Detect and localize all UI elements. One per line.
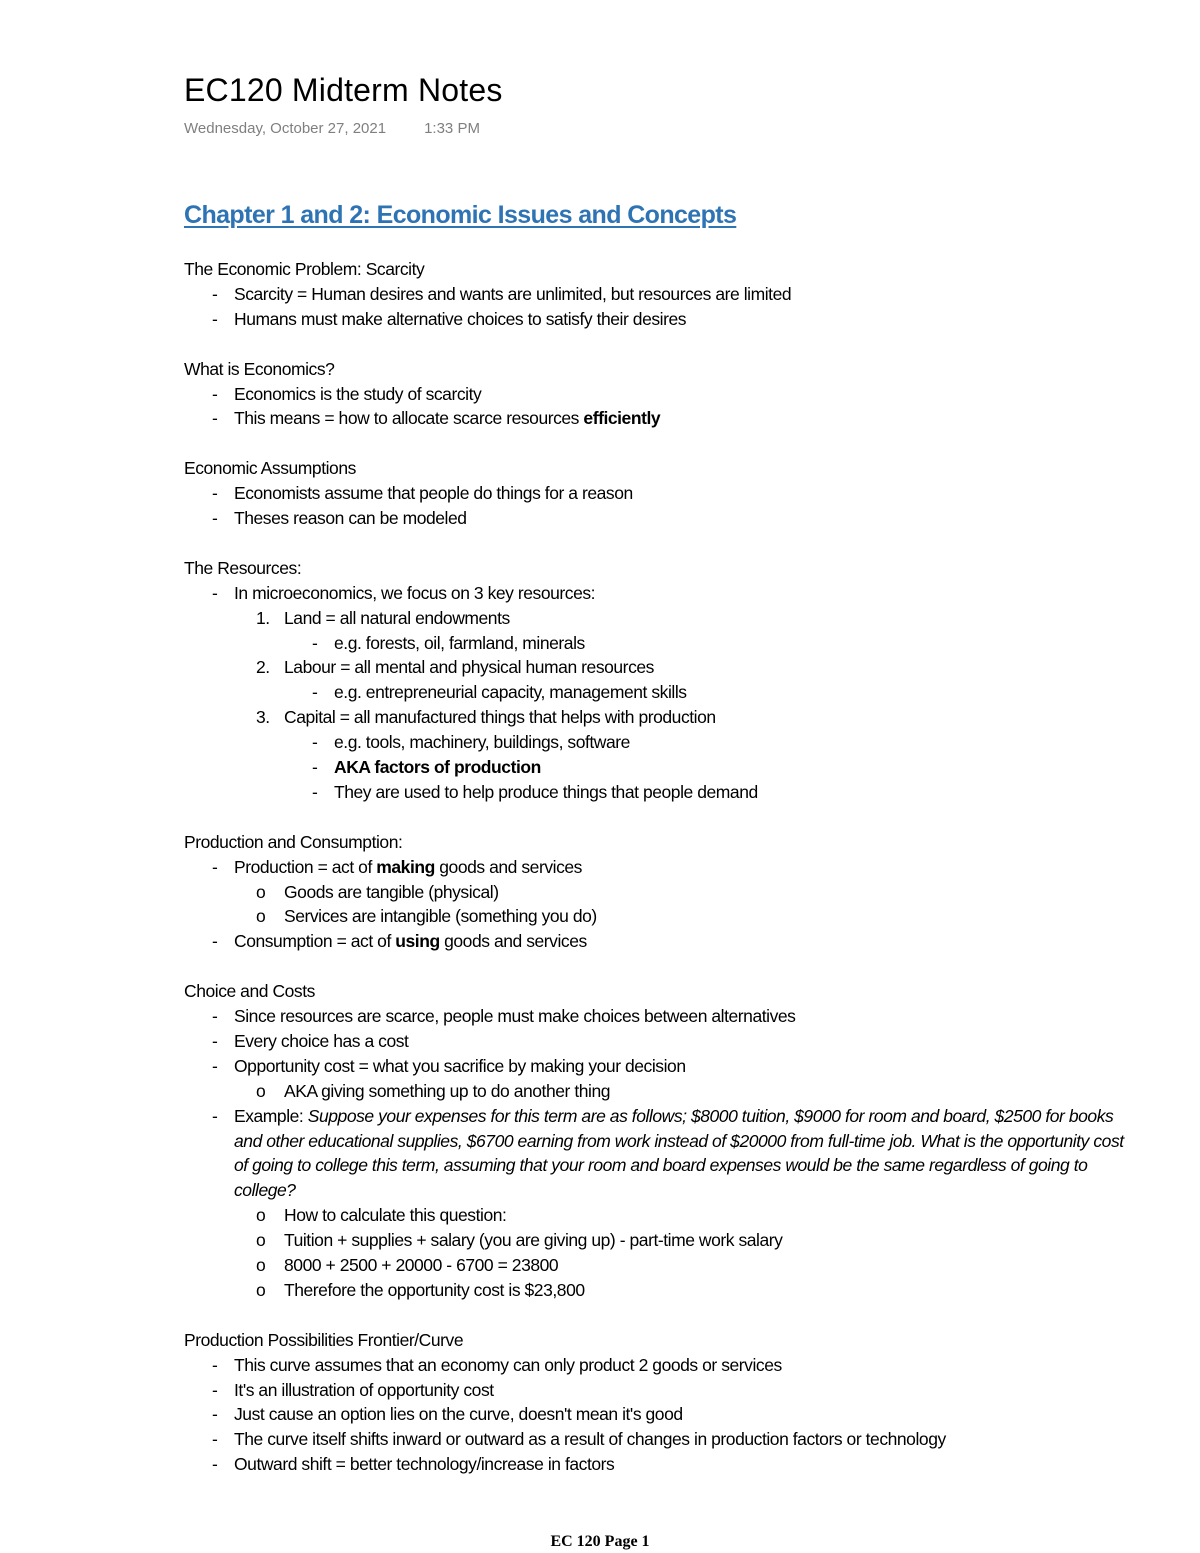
- text-run: Economics is the study of scarcity: [234, 383, 482, 404]
- text-run: goods and services: [439, 931, 587, 952]
- text-run: Services are intangible (something you do): [284, 906, 597, 927]
- text-run: Humans must make alternative choices to satisfy their desires: [234, 308, 687, 329]
- list-item-text: [234, 1029, 408, 1054]
- list-item-text: [234, 581, 595, 606]
- list-item-text: [334, 780, 758, 805]
- text-run: The Economic Problem: Scarcity: [184, 259, 425, 279]
- list-item-text: [334, 730, 630, 755]
- text-run: They are used to help produce things that people demand: [334, 781, 758, 802]
- text-run: Economists assume that people do things for a reason: [234, 483, 633, 504]
- list-item-text: [184, 830, 402, 855]
- text-run: e.g. forests, oil, farmland, minerals: [334, 632, 585, 653]
- dash-bullet: -: [212, 931, 218, 952]
- text-run: efficiently: [583, 408, 661, 429]
- text-run: Outward shift = better technology/increase in factors: [234, 1454, 615, 1475]
- text-run: Suppose your expenses for this term are as follows; $8000 tuition, $9000 for room and board, $2500 for books and other educational supplies, $6700 earning from work instead of $20000 from full-time job. What is the opportunity cost of going to college this term, assuming that your room and board expenses would be the same regardless of going to college?: [234, 1105, 1124, 1201]
- chapter-heading: Chapter 1 and 2: Economic Issues and Concepts: [184, 201, 737, 229]
- text-run: How to calculate this question:: [284, 1205, 507, 1226]
- dash-bullet: -: [212, 408, 218, 429]
- dash-bullet: -: [212, 582, 218, 603]
- page-date: Wednesday, October 27, 2021: [184, 120, 387, 137]
- list-item-text: [284, 1079, 610, 1104]
- list-item-text: [234, 929, 587, 954]
- list-item-text: [234, 282, 791, 307]
- list-item-text: [284, 904, 597, 929]
- text-run: Opportunity cost = what you sacrifice by making your decision: [234, 1055, 686, 1076]
- list-item-text: [234, 1004, 795, 1029]
- list-item-text: [234, 406, 660, 431]
- circle-bullet: o: [256, 1279, 266, 1300]
- text-run: Theses reason can be modeled: [234, 508, 467, 528]
- text-run: Choice and Costs: [184, 981, 315, 1002]
- list-item-text: [334, 680, 687, 705]
- text-run: Since resources are scarce, people must make choices between alternatives: [234, 1006, 796, 1026]
- circle-bullet: o: [256, 906, 266, 927]
- text-run: e.g. entrepreneurial capacity, management skills: [334, 682, 687, 703]
- text-run: Therefore the opportunity cost is $23,800: [284, 1279, 585, 1300]
- dash-bullet: -: [212, 483, 218, 504]
- text-run: It's an illustration of opportunity cost: [234, 1379, 494, 1400]
- dash-bullet: -: [212, 856, 218, 877]
- dash-bullet: -: [312, 781, 318, 802]
- dash-bullet: -: [212, 1105, 218, 1126]
- text-run: using: [395, 931, 440, 952]
- text-run: Land = all natural endowments: [284, 607, 510, 628]
- list-item-text: [234, 506, 467, 531]
- text-run: Economic Assumptions: [184, 458, 356, 479]
- circle-bullet: o: [256, 881, 266, 902]
- circle-bullet: o: [256, 1080, 266, 1101]
- text-run: This curve assumes that an economy can only product 2 goods or services: [234, 1354, 782, 1375]
- dash-bullet: -: [212, 1404, 218, 1425]
- list-item-text: [284, 655, 654, 680]
- list-item-text: [234, 1378, 494, 1403]
- text-run: goods and services: [434, 856, 582, 877]
- text-run: Example:: [234, 1105, 308, 1126]
- dash-bullet: -: [212, 1055, 218, 1076]
- list-item-text: [234, 1104, 1124, 1204]
- dash-bullet: -: [212, 508, 218, 528]
- dash-bullet: -: [212, 308, 218, 329]
- list-item-text: [184, 556, 301, 581]
- text-run: Consumption = act of: [234, 931, 396, 952]
- list-item-text: [184, 257, 424, 282]
- list-item-text: [234, 481, 633, 506]
- list-item-text: [284, 1228, 782, 1253]
- list-item-text: [234, 307, 686, 332]
- text-run: Every choice has a cost: [234, 1030, 409, 1051]
- list-item-text: [184, 979, 315, 1004]
- list-item-text: [284, 705, 716, 730]
- circle-bullet: o: [256, 1205, 266, 1226]
- text-run: AKA giving something up to do another thing: [284, 1080, 611, 1101]
- text-run: Production = act of: [234, 856, 377, 877]
- text-run: The Resources:: [184, 557, 302, 578]
- page-timestamp: [184, 119, 480, 139]
- list-item-text: [284, 880, 499, 905]
- text-run: Production and Consumption:: [184, 831, 403, 852]
- number-marker: 2.: [256, 657, 270, 678]
- text-run: What is Economics?: [184, 358, 335, 379]
- list-item-text: [284, 606, 510, 631]
- list-item-text: [184, 456, 356, 481]
- circle-bullet: o: [256, 1230, 266, 1251]
- list-item-text: [234, 1353, 782, 1378]
- dash-bullet: -: [312, 732, 318, 753]
- list-item-text: [234, 382, 481, 407]
- text-run: making: [376, 856, 435, 877]
- list-item-text: [284, 1203, 506, 1228]
- text-run: e.g. tools, machinery, buildings, software: [334, 732, 630, 753]
- text-run: AKA factors of production: [334, 757, 541, 777]
- dash-bullet: -: [212, 1030, 218, 1051]
- text-run: Goods are tangible (physical): [284, 881, 499, 902]
- dash-bullet: -: [212, 283, 218, 304]
- list-item-text: [334, 755, 541, 780]
- text-run: The curve itself shifts inward or outward as a result of changes in production factors or technology: [234, 1429, 946, 1450]
- text-run: Production Possibilities Frontier/Curve: [184, 1329, 464, 1350]
- dash-bullet: -: [312, 757, 318, 777]
- dash-bullet: -: [212, 1454, 218, 1475]
- list-item-text: [234, 1427, 946, 1452]
- circle-bullet: o: [256, 1255, 266, 1275]
- dash-bullet: -: [312, 682, 318, 703]
- page-title: EC120 Midterm Notes: [184, 72, 503, 108]
- number-marker: 3.: [256, 707, 270, 728]
- text-run: This means = how to allocate scarce resources: [234, 408, 584, 429]
- list-item-text: [284, 1278, 585, 1303]
- text-run: Tuition + supplies + salary (you are giving up) - part-time work salary: [284, 1230, 783, 1251]
- page-time: 1:33 PM: [424, 120, 480, 137]
- text-run: Capital = all manufactured things that helps with production: [284, 707, 716, 728]
- number-marker: 1.: [256, 607, 270, 628]
- list-item-text: [184, 1328, 463, 1353]
- dash-bullet: -: [312, 632, 318, 653]
- list-item-text: [234, 1402, 683, 1427]
- dash-bullet: -: [212, 1379, 218, 1400]
- dash-bullet: -: [212, 1429, 218, 1450]
- page-footer: EC 120 Page 1: [550, 1533, 650, 1550]
- dash-bullet: -: [212, 383, 218, 404]
- text-run: In microeconomics, we focus on 3 key resources:: [234, 582, 596, 603]
- list-item-text: [234, 1452, 614, 1477]
- text-run: 8000 + 2500 + 20000 - 6700 = 23800: [284, 1255, 559, 1275]
- text-run: Labour = all mental and physical human resources: [284, 657, 654, 678]
- dash-bullet: -: [212, 1354, 218, 1375]
- list-item-text: [234, 1054, 686, 1079]
- dash-bullet: -: [212, 1006, 218, 1026]
- list-item-text: [334, 631, 585, 656]
- text-run: Scarcity = Human desires and wants are unlimited, but resources are limited: [234, 283, 792, 304]
- text-run: Just cause an option lies on the curve, doesn't mean it's good: [234, 1404, 683, 1425]
- list-item-text: [234, 855, 582, 880]
- list-item-text: [284, 1253, 558, 1278]
- list-item-text: [184, 357, 334, 382]
